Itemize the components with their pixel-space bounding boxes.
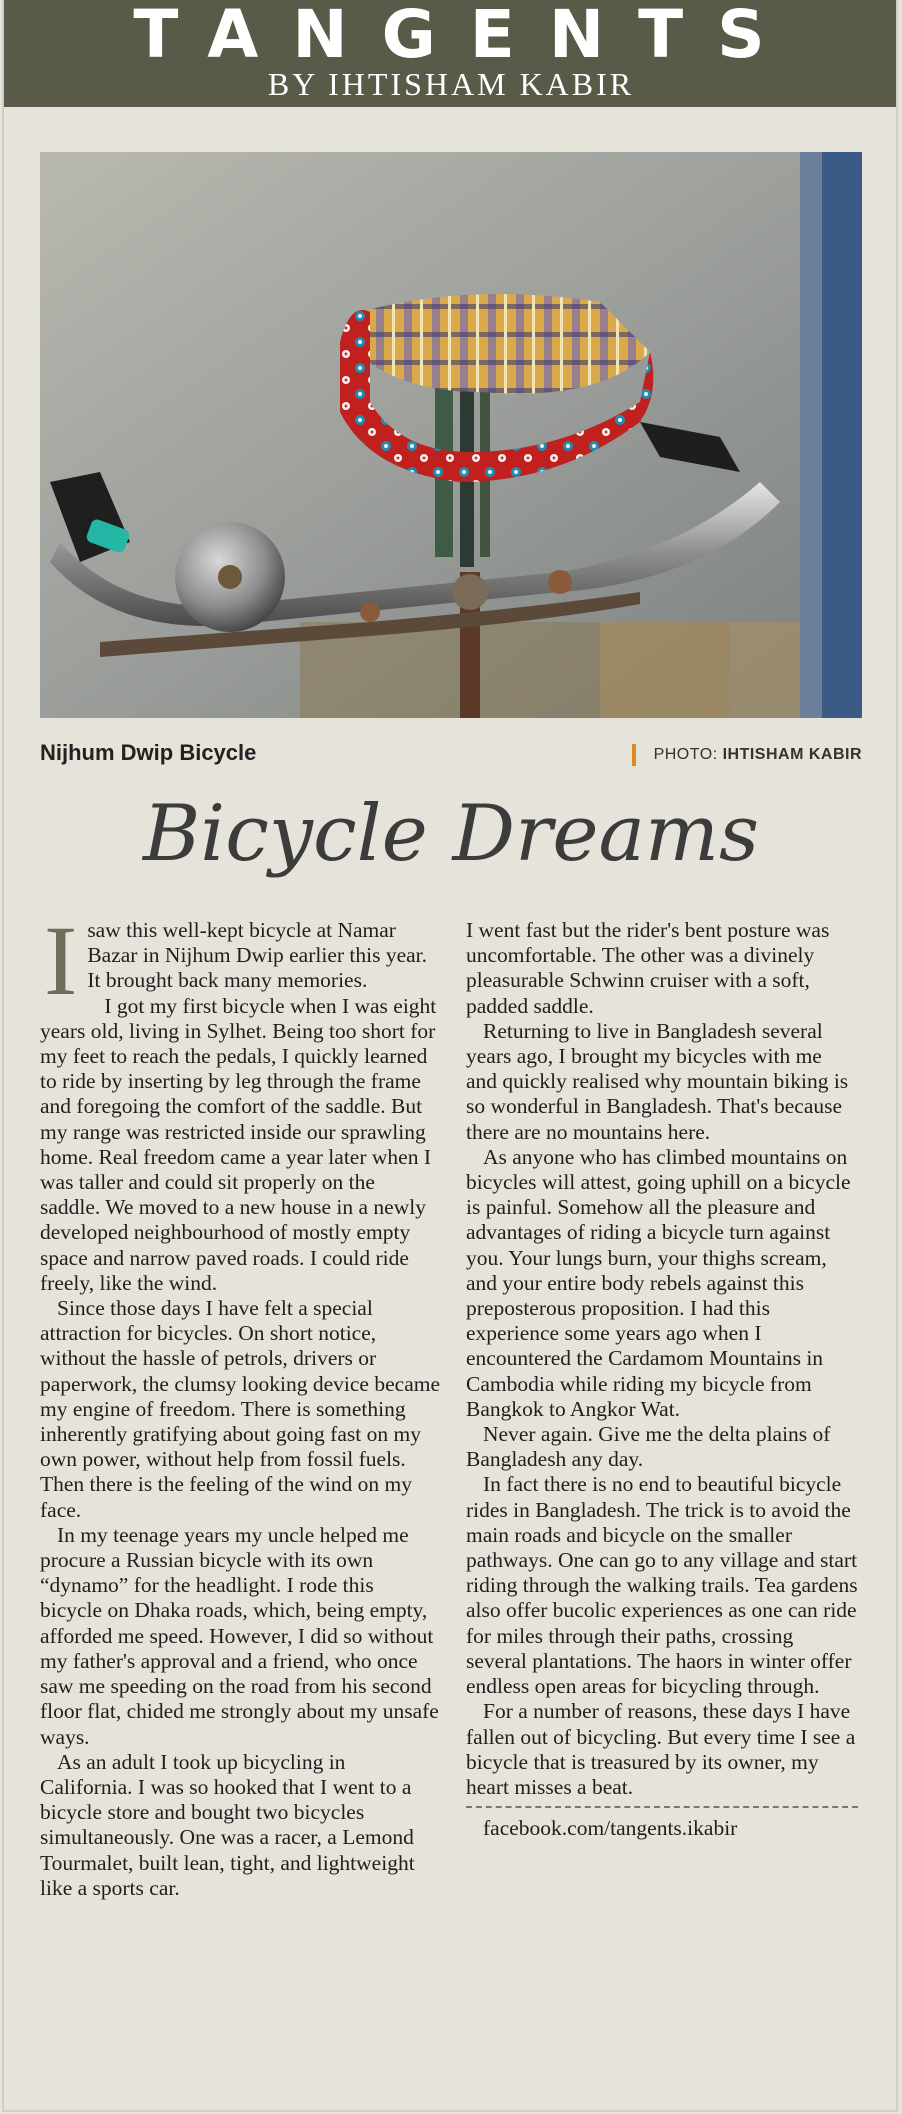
paragraph: In fact there is no end to beautiful bicycle rides in Bangladesh. The trick is to avoid the main roads and bicycle on the smaller pathways. One can go to any village and start riding through the walking trails. Tea gardens also offer bucolic experiences as one can ride for miles through their paths, crossing several plantations. The haors in winter offer endless open areas for bicycling through. <box>466 1472 858 1699</box>
dashed-divider <box>466 1806 858 1808</box>
paragraph: For a number of reasons, these days I have fallen out of bicycling. But every time I see a bicycle that is treasured by its owner, my heart misses a beat. <box>466 1699 856 1799</box>
article-body <box>40 905 862 2038</box>
photo-credit-name: IHTISHAM KABIR <box>722 746 862 764</box>
facebook-link[interactable]: facebook.com/tangents.ikabir <box>483 1816 738 1841</box>
photo-credit-prefix: PHOTO: <box>653 746 718 764</box>
paragraph: As anyone who has climbed mountains on bicycles will attest, going uphill on a bicycle is painful. Somehow all the pleasure and advantages of riding a bicycle turn against you. Your lungs burn, your thighs scream, and your entire body rebels against this preposterous proposition. I had this experience some years ago when I encountered the Cardamom Mountains in Cambodia while riding my bicycle from Bangkok to Angkor Wat. <box>466 1144 851 1421</box>
drop-cap: I <box>44 905 78 1016</box>
photo-caption: Nijhum Dwip Bicycle <box>40 740 257 765</box>
paragraph: Returning to live in Bangladesh several years ago, I brought my bicycles with me and quickly realised why mountain biking is so wonderful in Bangladesh. That's because there are no mountains here. <box>466 1018 849 1144</box>
article-column-left <box>40 905 440 1901</box>
paragraph: Since those days I have felt a special attraction for bicycles. On short notice, without the hassle of petrols, drivers or paperwork, the clumsy looking device became my engine of freedom. There is something inherently gratifying about going fast on my own power, without help from fossil fuels. Then there is the feeling of the wind on my face. <box>40 1296 440 1522</box>
author-byline: BY IHTISHAM KABIR <box>267 66 635 102</box>
paragraph <box>40 905 440 1016</box>
paragraph: In my teenage years my uncle helped me procure a Russian bicycle with its own “dynamo” for the headlight. I rode this bicycle on Dhaka roads, which, being empty, afforded me speed. However, I did so without my father's approval and a friend, who once saw me speeding on the road from his second floor flat, chided me strongly about my unsafe ways. <box>40 1522 439 1749</box>
bicycle-photo-image <box>40 152 862 718</box>
paragraph: As an adult I took up bicycling in California. I was so hooked that I went to a bicycle store and bought two bicycles simultaneously. One was a racer, a Lemond Tourmalet, built lean, tight, and lightweight like a sports car. <box>40 1749 415 1900</box>
paragraph: I got my first bicycle when I was eight years old, living in Sylhet. Being too short for my feet to reach the pedals, I quickly learned to ride by inserting by leg through the frame and foregoing the comfort of the saddle. But my range was restricted inside our sprawling home. Real freedom came a year later when I was taller and could sit properly on the saddle. We moved to a new house in a newly developed neighbourhood of mostly empty space and narrow paved roads. I could ride freely, like the wind. <box>40 993 437 1295</box>
paragraph: Never again. Give me the delta plains of Bangladesh any day. <box>466 1422 831 1472</box>
paragraph: I went fast but the rider's bent posture was uncomfortable. The other was a divinely pleasurable Schwinn cruiser with a soft, padded saddle. <box>466 918 830 1018</box>
credit-accent-bar <box>632 744 636 766</box>
article-column-right <box>466 918 858 1841</box>
paragraph-text: saw this well-kept bicycle at Namar Bazar in Nijhum Dwip earlier this year. It brought back many memories. <box>87 918 428 993</box>
bicycle-photo <box>40 152 862 718</box>
column-title: TANGENTS <box>133 0 799 73</box>
photo-credit <box>632 744 862 766</box>
photo-caption-row <box>40 736 862 772</box>
article-headline: Bicycle Dreams <box>142 789 760 879</box>
column-header <box>4 0 898 107</box>
